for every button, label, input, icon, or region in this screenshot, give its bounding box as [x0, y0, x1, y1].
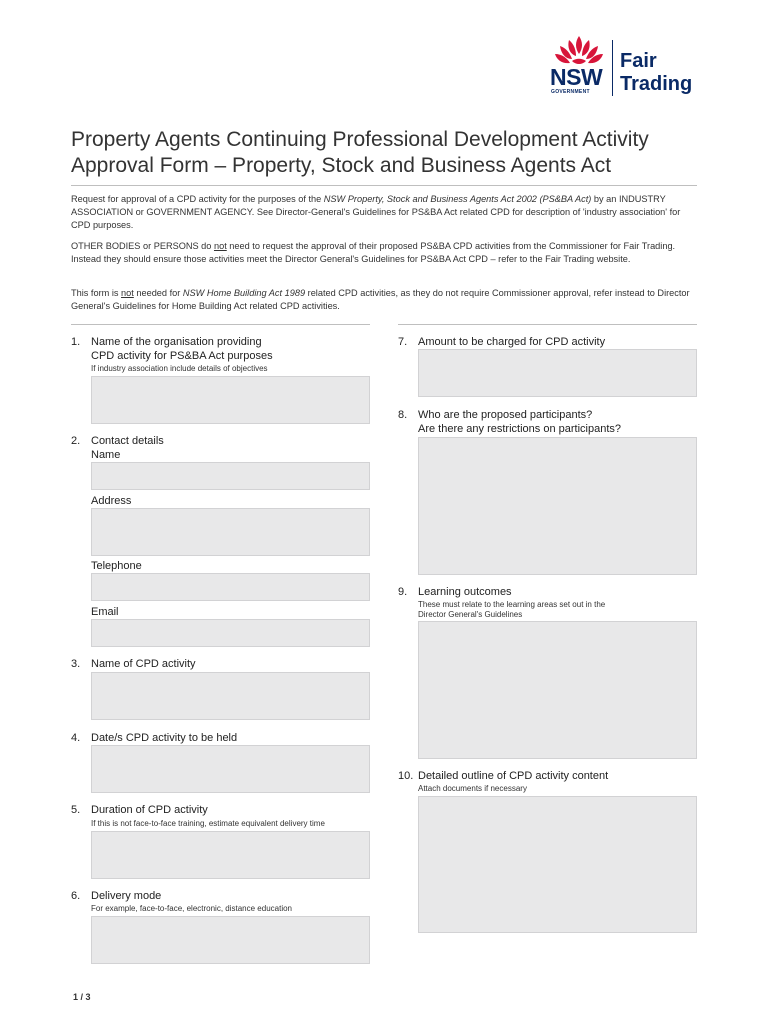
question-7: 7. Amount to be charged for CPD activity: [398, 336, 606, 348]
email-field[interactable]: [91, 619, 370, 647]
intro-paragraph-1: Request for approval of a CPD activity for the purposes of the NSW Property, Stock and Business Agents Act 2002 (PS&BA Act) by an INDUSTRY ASSOCIATION or GOVERNMENT AGENCY. See Director-General's Guidelines for PS&BA Act related CPD for description of 'industry association' for CPD purposes.: [71, 194, 681, 230]
question-6-note: For example, face-to-face, electronic, distance education: [91, 904, 292, 913]
question-8: 8. Who are the proposed participants? Are there any restrictions on participants?: [398, 409, 621, 435]
title-line-2: Approval Form – Property, Stock and Business Agents Act: [71, 154, 612, 177]
waratah-icon: [552, 34, 606, 68]
question-3: 3. Name of CPD activity: [71, 658, 196, 670]
right-column-divider: [398, 324, 697, 325]
cpd-activity-name-field[interactable]: [91, 672, 370, 720]
intro-paragraph-3: This form is not needed for NSW Home Building Act 1989 related CPD activities, as they do not require Commissioner approval, refer instead to Director General's Guidelines for Home Building Act related CPD activities.: [71, 288, 690, 311]
logo-divider: [612, 40, 613, 96]
title-line-1: Property Agents Continuing Professional Development Activity: [71, 128, 649, 151]
delivery-mode-field[interactable]: [91, 916, 370, 964]
name-field[interactable]: [91, 462, 370, 490]
question-5: 5. Duration of CPD activity: [71, 804, 208, 816]
cpd-duration-field[interactable]: [91, 831, 370, 879]
logo-government-text: GOVERNMENT: [551, 89, 590, 95]
telephone-label: Telephone: [91, 560, 142, 572]
question-9: 9. Learning outcomes: [398, 586, 512, 598]
activity-outline-field[interactable]: [418, 796, 697, 933]
participants-field[interactable]: [418, 437, 697, 575]
address-field[interactable]: [91, 508, 370, 556]
question-10-note: Attach documents if necessary: [418, 784, 527, 793]
title-divider: [71, 185, 697, 186]
name-label: Name: [91, 449, 121, 461]
email-label: Email: [91, 606, 119, 618]
question-1: 1. Name of the organisation providing CPD activity for PS&BA Act purposes: [71, 336, 273, 362]
logo-fair-text: Fair: [620, 50, 657, 72]
question-5-note: If this is not face-to-face training, estimate equivalent delivery time: [91, 819, 325, 828]
cpd-dates-field[interactable]: [91, 745, 370, 793]
intro-paragraph-2: OTHER BODIES or PERSONS do not need to request the approval of their proposed PS&BA CPD activities from the Commissioner for Fair Trading. Instead they should ensure those activities meet the Director General's Guidelines for PS&BA Act CPD – refer to the Fair Trading website.: [71, 241, 676, 264]
question-1-note: If industry association include details of objectives: [91, 364, 268, 373]
question-10: 10. Detailed outline of CPD activity content: [398, 770, 609, 782]
question-2: 2. Contact details: [71, 435, 164, 447]
address-label: Address: [91, 495, 132, 507]
amount-charged-field[interactable]: [418, 349, 697, 397]
nsw-fair-trading-logo: [548, 34, 708, 96]
question-6: 6. Delivery mode: [71, 890, 162, 902]
organisation-field[interactable]: [91, 376, 370, 424]
page-number: 1 / 3: [73, 992, 91, 1002]
page-title: [71, 127, 711, 179]
telephone-field[interactable]: [91, 573, 370, 601]
question-9-note: These must relate to the learning areas set out in the Director General's Guidelines: [418, 600, 606, 619]
logo-nsw-text: NSW: [550, 64, 603, 90]
left-column-divider: [71, 324, 370, 325]
question-4: 4. Date/s CPD activity to be held: [71, 732, 238, 744]
learning-outcomes-field[interactable]: [418, 621, 697, 759]
logo-trading-text: Trading: [620, 73, 693, 95]
